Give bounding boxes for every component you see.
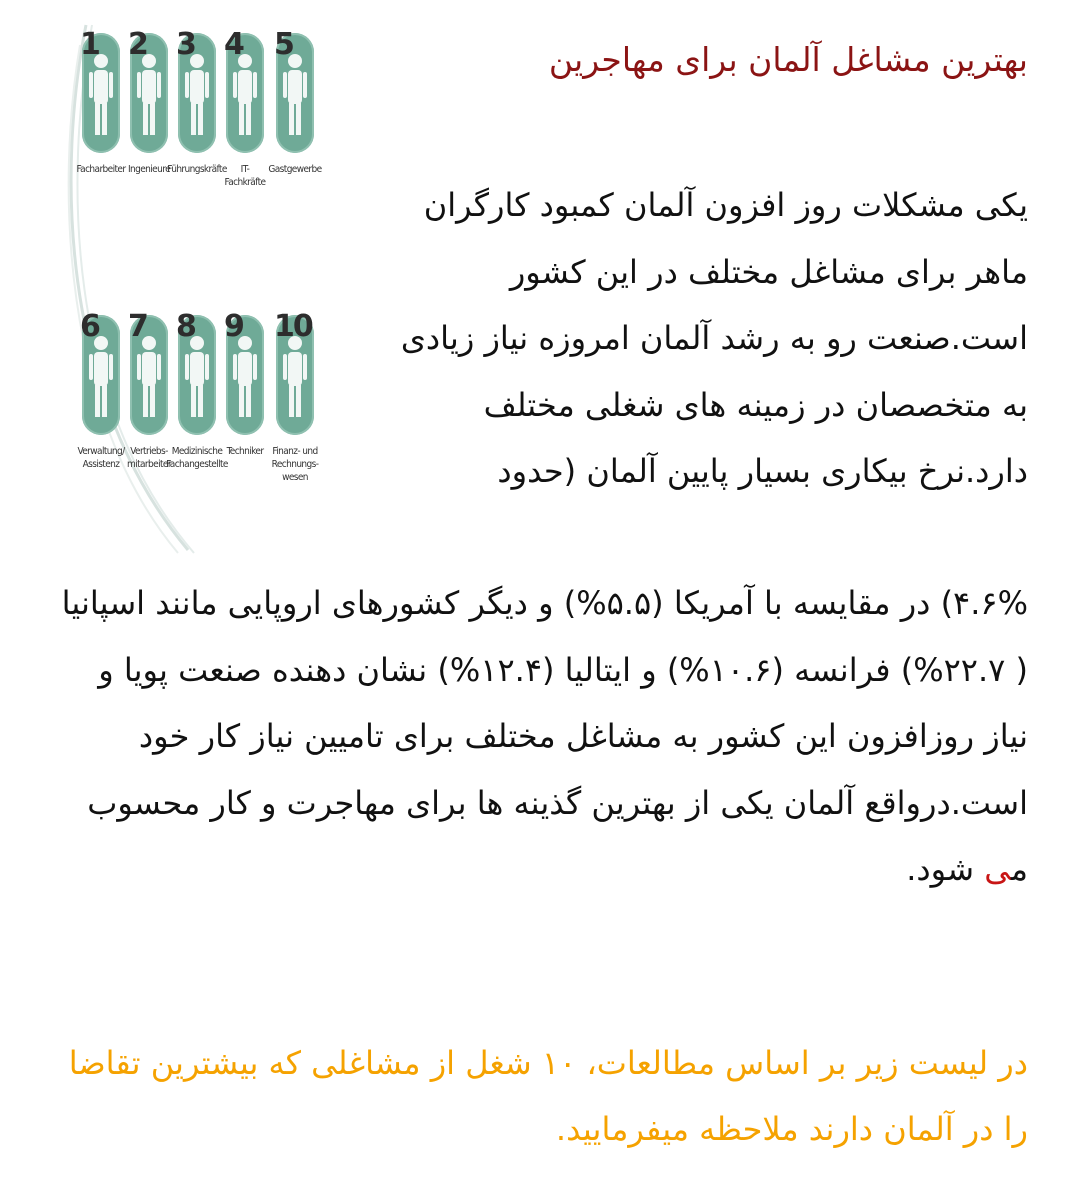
highlighted-letter: ی [984, 850, 1011, 888]
paragraph-text: ۴.۶%) در مقایسه با آمریکا (۵.۵%) و دیگر کشورهای اروپایی مانند اسپانیا ( ۲۲.۷%) فرانسه (۱۰.۶%) و ایتالیا (۱۲.۴%) نشان دهنده صنعت پویا و نیاز روزافزون این کشور به مشاغل مختلف برای تامیین نیاز کار خود است.درواقع آلمان یکی از بهترین گذینه ها برای مهاجرت و کار محسوب م [61, 584, 1028, 888]
job-item [271, 309, 319, 484]
paragraph-text-end: شود. [906, 850, 985, 888]
job-caption: IT- Fachkräfte [224, 164, 266, 188]
job-number: 3 [176, 27, 195, 62]
job-number: 10 [274, 309, 312, 344]
job-number: 8 [176, 309, 195, 344]
job-caption: Gastgewerbe [268, 164, 322, 175]
job-number: 1 [80, 27, 99, 62]
job-number: 6 [80, 309, 99, 344]
job-number: 2 [128, 27, 147, 62]
job-caption: Ingenieure [127, 164, 171, 175]
list-intro-note: در لیست زیر بر اساس مطالعات، ۱۰ شغل از مشاغلی که بیشترین تقاضا را در آلمان دارند ملاحظه میفرمایید. [68, 1044, 1028, 1148]
job-number: 5 [274, 27, 293, 62]
job-caption: Techniker [226, 446, 264, 457]
job-item [222, 309, 268, 458]
job-item [167, 27, 227, 176]
job-item [268, 27, 322, 176]
jobs-infographic [58, 15, 358, 555]
page-title: بهترین مشاغل آلمان برای مهاجرین [548, 40, 1028, 79]
job-caption: Facharbeiter [76, 164, 126, 175]
job-caption: Verwaltung/ Assistenz [77, 446, 125, 470]
intro-paragraph-part1: یکی مشکلات روز افزون آلمان کمبود کارگران ماهر برای مشاغل مختلف در این کشور است.صنعت رو به رشد آلمان امروزه نیاز زیادی به متخصصان در زمینه های شغلی مختلف دارد.نرخ بیکاری بسیار پایین آلمان (حدود [400, 186, 1028, 490]
intro-paragraph-part2 [48, 570, 1028, 903]
job-caption: Vertriebs- mitarbeiter [127, 446, 171, 470]
job-number: 7 [128, 309, 147, 344]
job-number: 9 [224, 309, 243, 344]
job-number: 4 [224, 27, 243, 62]
job-item [76, 27, 126, 176]
job-caption: Finanz- und Rechnungs- wesen [271, 446, 319, 483]
job-item [126, 27, 172, 176]
job-caption: Führungskräfte [167, 164, 227, 175]
job-caption: Medizinische Fachangestellte [166, 446, 228, 470]
